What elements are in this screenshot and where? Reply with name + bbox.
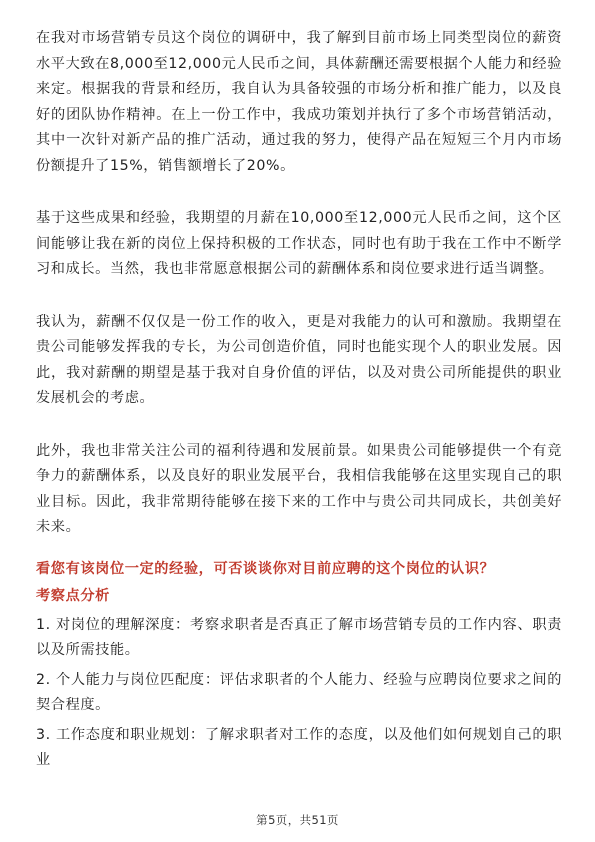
analysis-point-1: 1. 对岗位的理解深度：考察求职者是否真正了解市场营销专员的工作内容、职责以及所需技能。 (36, 616, 562, 658)
paragraph-2: 基于这些成果和经验，我期望的月薪在10,000至12,000元人民币之间，这个区间能够让我在新的岗位上保持积极的工作状态，同时也有助于我在工作中不断学习和成长。当然，我也非常愿意根据公司的薪酬体系和岗位要求进行适当调整。 (36, 210, 562, 277)
interview-question: 看您有该岗位一定的经验，可否谈谈你对目前应聘的这个岗位的认识？ (36, 560, 495, 577)
paragraph-4: 此外，我也非常关注公司的福利待遇和发展前景。如果贵公司能够提供一个有竞争力的薪酬体系，以及良好的职业发展平台，我相信我能够在这里实现自己的职业目标。因此，我非常期待能够在接下来的工作中与贵公司共同成长，共创美好未来。 (36, 442, 562, 535)
analysis-point-3: 3. 工作态度和职业规划：了解求职者对工作的态度，以及他们如何规划自己的职业 (36, 726, 562, 768)
analysis-title: 考察点分析 (36, 587, 110, 604)
document-body (36, 26, 562, 774)
analysis-point-2: 2. 个人能力与岗位匹配度：评估求职者的个人能力、经验与应聘岗位要求之间的契合程度。 (36, 671, 562, 713)
page-number: 第5页，共51页 (256, 813, 339, 827)
paragraph-1: 在我对市场营销专员这个岗位的调研中，我了解到目前市场上同类型岗位的薪资水平大致在8,000至12,000元人民币之间，具体薪酬还需要根据个人能力和经验来定。根据我的背景和经历，我自认为具备较强的市场分析和推广能力，以及良好的团队协作精神。在上一份工作中，我成功策划并执行了多个市场营销活动，其中一次针对新产品的推广活动，通过我的努力，使得产品在短短三个月内市场份额提升了15%，销售额增长了20%。 (36, 30, 562, 174)
paragraph-3: 我认为，薪酬不仅仅是一份工作的收入，更是对我能力的认可和激励。我期望在贵公司能够发挥我的专长，为公司创造价值，同时也能实现个人的职业发展。因此，我对薪酬的期望是基于我对自身价值的评估，以及对贵公司所能提供的职业发展机会的考虑。 (36, 313, 562, 406)
